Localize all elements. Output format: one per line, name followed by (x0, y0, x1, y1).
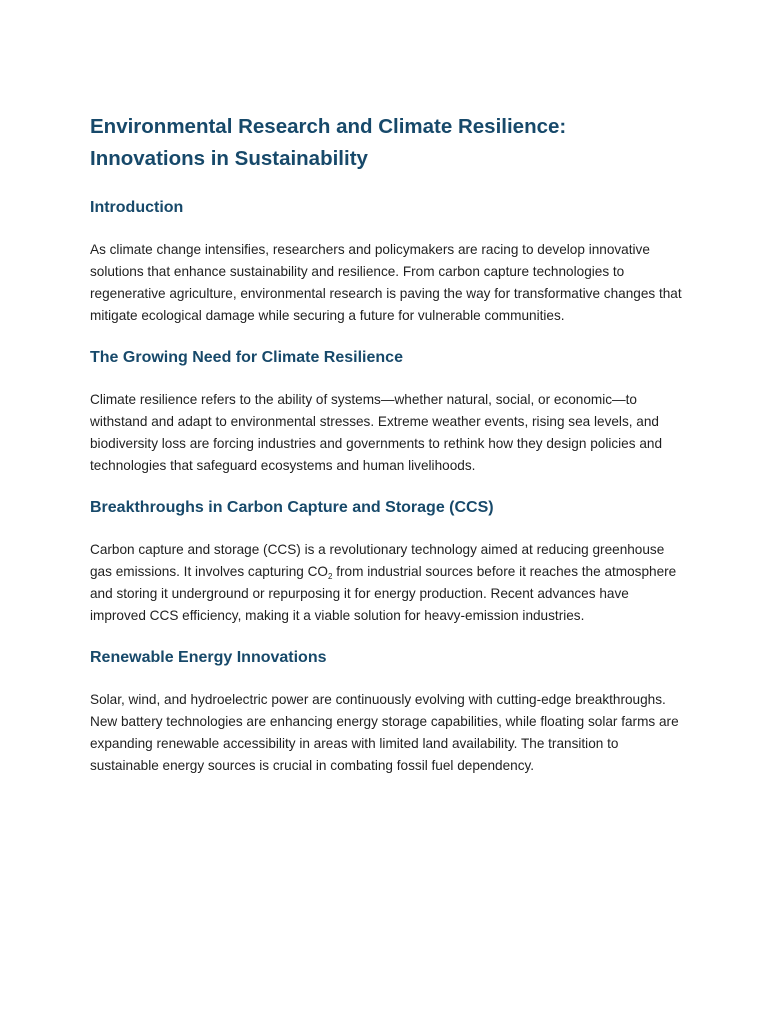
section-paragraph-renewable-energy: Solar, wind, and hydroelectric power are continuously evolving with cutting-edge breakthroughs. New battery technologies are enhancing energy storage capabilities, while floating solar farms are expanding renewable accessibility in areas with limited land availability. The transition to sustainable energy sources is crucial in combating fossil fuel dependency. (90, 692, 679, 773)
section-heading-renewable-energy: Renewable Energy Innovations (90, 649, 327, 666)
section-heading-introduction: Introduction (90, 199, 184, 216)
section-heading-carbon-capture: Breakthroughs in Carbon Capture and Storage (CCS) (90, 499, 494, 516)
document-page (90, 111, 682, 777)
carbon-capture-text-start: Carbon capture and storage (CCS) is a revolutionary technology aimed at reducing greenhouse gas emissions. It involves capturing CO (90, 542, 665, 579)
section-paragraph-introduction: As climate change intensifies, researchers and policymakers are racing to develop innovative solutions that enhance sustainability and resilience. From carbon capture technologies to regenerative agriculture, environmental research is paving the way for transformative changes that mitigate ecological damage while securing a future for vulnerable communities. (90, 242, 682, 323)
section-paragraph-carbon-capture (90, 539, 682, 627)
section-heading-climate-resilience: The Growing Need for Climate Resilience (90, 349, 403, 366)
document-title: Environmental Research and Climate Resilience: Innovations in Sustainability (90, 115, 567, 170)
co2-subscript: 2 (328, 572, 333, 581)
section-paragraph-climate-resilience: Climate resilience refers to the ability of systems—whether natural, social, or economic—to withstand and adapt to environmental stresses. Extreme weather events, rising sea levels, and biodiversity loss are forcing industries and governments to rethink how they design policies and technologies that safeguard ecosystems and human livelihoods. (90, 392, 662, 473)
carbon-capture-text-end: from industrial sources before it reaches the atmosphere and storing it underground or repurposing it for energy production. Recent advances have improved CCS efficiency, making it a viable solution for heavy-emission industries. (90, 564, 677, 623)
